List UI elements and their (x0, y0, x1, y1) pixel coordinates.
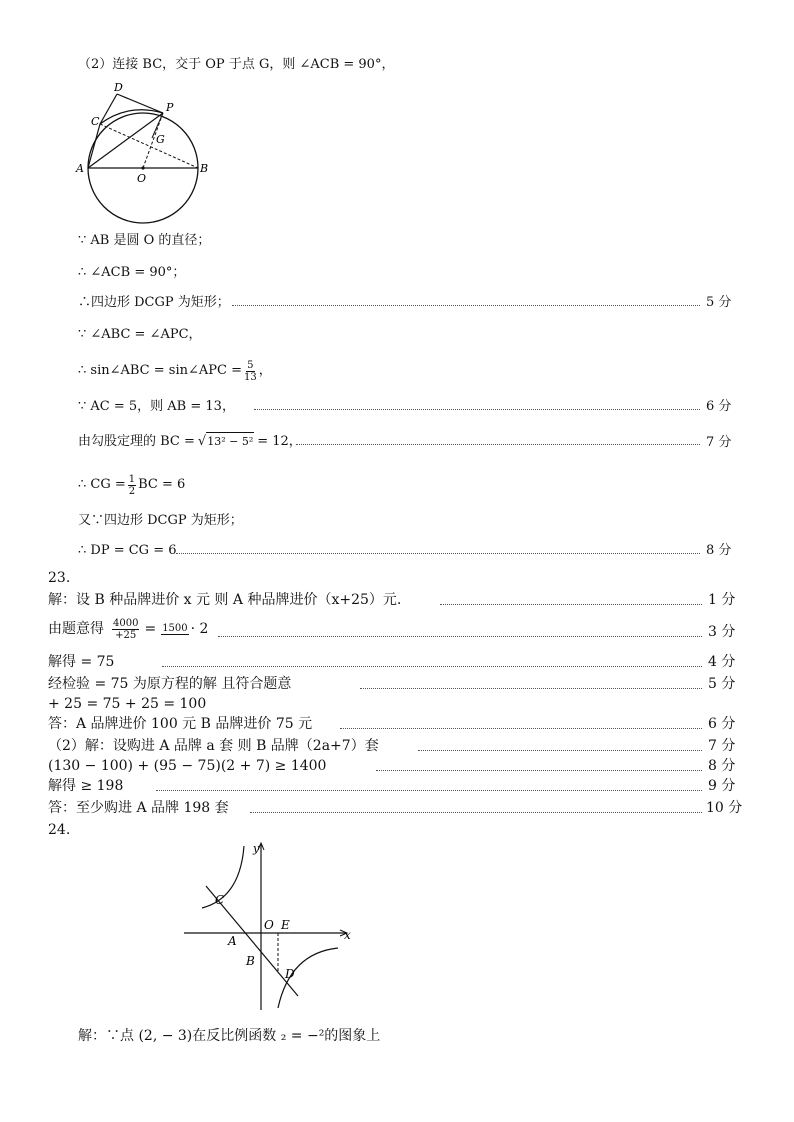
sin-pre: ∴ sin∠ABC = sin∠APC = (78, 363, 242, 378)
p22-line-3: ∴四边形 DCGP 为矩形； (78, 295, 230, 310)
score-5b: 5 分 (708, 676, 736, 692)
label-e: E (281, 918, 290, 932)
p23-line-7: (130 − 100) + (95 − 75)(2 + 7) ≥ 1400 (48, 758, 327, 774)
p24-solution-line: 解：∵点 (2, − 3)在反比例函数 ₂ = −²的图象上 (78, 1028, 381, 1044)
eq-num-2: 1500 (162, 623, 188, 634)
eq-fraction-1 (112, 618, 139, 641)
eq-post: · 2 (190, 621, 209, 637)
p23-equation-line (48, 612, 208, 646)
leader-dots (376, 770, 702, 771)
sin-post: ， (258, 363, 272, 378)
p22-line-1: ∵ AB 是圆 O 的直径； (78, 233, 211, 248)
p23-line-1: 解：设 B 种品牌进价 x 元 则 A 种品牌进价（x+25）元. (48, 592, 402, 608)
label-y: y (253, 842, 260, 855)
score-3: 3 分 (708, 624, 736, 640)
eq-num-1: 4000 (113, 617, 139, 629)
leader-dots (254, 409, 700, 410)
sin-fraction (244, 360, 257, 383)
leader-dots (162, 666, 702, 667)
eq-den-1: +25 (115, 629, 137, 641)
pyth-post: = 12， (257, 433, 302, 449)
p22-sin-line (78, 354, 272, 388)
p22-intro: （2）连接 BC，交于 OP 于点 G，则 ∠ACB = 90°， (78, 57, 395, 72)
p22-pyth-line (78, 432, 302, 451)
score-8: 8 分 (706, 543, 732, 558)
label-g: G (156, 133, 165, 146)
leader-dots (360, 688, 702, 689)
leader-dots (440, 604, 702, 605)
label-a: A (76, 162, 84, 175)
p22-cg-line (78, 468, 185, 502)
p22-line-4: ∵ ∠ABC = ∠APC， (78, 327, 202, 342)
leader-dots (218, 636, 702, 637)
score-6b: 6 分 (708, 716, 736, 732)
score-6: 6 分 (706, 399, 732, 414)
score-8b: 8 分 (708, 758, 736, 774)
label-o: O (137, 172, 147, 185)
p23-line-9: 答：至少购进 A 品牌 198 套 (48, 800, 229, 816)
sin-num: 5 (247, 359, 254, 371)
cg-den: 2 (128, 485, 136, 497)
p23-line-8: 解得 ≥ 198 (48, 778, 124, 794)
p23-line-3: 经检验 = 75 为原方程的解 且符合题意 (48, 676, 292, 692)
score-4: 4 分 (708, 654, 736, 670)
p24-number: 24. (48, 822, 71, 838)
leader-dots (418, 750, 702, 751)
leader-dots (340, 728, 702, 729)
label-d: D (114, 81, 123, 94)
score-9: 9 分 (708, 778, 736, 794)
label-x: x (344, 928, 351, 942)
p22-line-6: 又∵四边形 DCGP 为矩形； (78, 513, 243, 528)
score-7b: 7 分 (708, 738, 736, 754)
label-b2: B (246, 954, 255, 968)
cg-pre: ∴ CG = (78, 477, 126, 492)
eq-fraction-2 (161, 623, 188, 635)
hyperbola-figure (180, 838, 360, 1016)
p23-line-2: 解得 = 75 (48, 654, 115, 670)
score-10: 10 分 (706, 800, 743, 816)
label-b: B (200, 162, 209, 175)
label-c: C (91, 115, 100, 128)
p23-line-4: + 25 = 75 + 25 = 100 (48, 696, 207, 712)
leader-dots (232, 305, 700, 306)
p23-number: 23. (48, 570, 71, 586)
pyth-pre: 由勾股定理的 BC = (78, 433, 195, 449)
p23-line-6: （2）解：设购进 A 品牌 a 套 则 B 品牌（2a+7）套 (48, 738, 379, 754)
p22-line-2: ∴ ∠ACB = 90°； (78, 265, 186, 280)
cg-fraction (128, 474, 136, 497)
p23-line-5: 答：A 品牌进价 100 元 B 品牌进价 75 元 (48, 716, 313, 732)
leader-dots (296, 444, 700, 445)
sqrt-icon: √ (197, 433, 207, 449)
leader-dots (250, 812, 702, 813)
label-p: P (166, 101, 174, 114)
cg-num: 1 (128, 473, 136, 485)
leader-dots (156, 790, 702, 791)
label-o2: O (264, 918, 274, 932)
score-5: 5 分 (706, 295, 732, 310)
circle-geometry-figure (70, 78, 220, 224)
label-d2: D (285, 967, 295, 981)
label-a2: A (228, 934, 237, 948)
p22-line-5: ∵ AC = 5，则 AB = 13， (78, 399, 235, 414)
sin-den: 13 (244, 371, 257, 383)
cg-post: BC = 6 (138, 477, 186, 492)
p22-line-7: ∴ DP = CG = 6 (78, 543, 177, 558)
pyth-radicand: 13² − 5² (206, 432, 254, 451)
score-1: 1 分 (708, 592, 736, 608)
leader-dots (176, 553, 700, 554)
score-7: 7 分 (706, 435, 732, 450)
label-c2: C (215, 893, 225, 907)
eq-equals: = (144, 621, 157, 637)
eq-pre: 由题意得 (48, 621, 104, 637)
